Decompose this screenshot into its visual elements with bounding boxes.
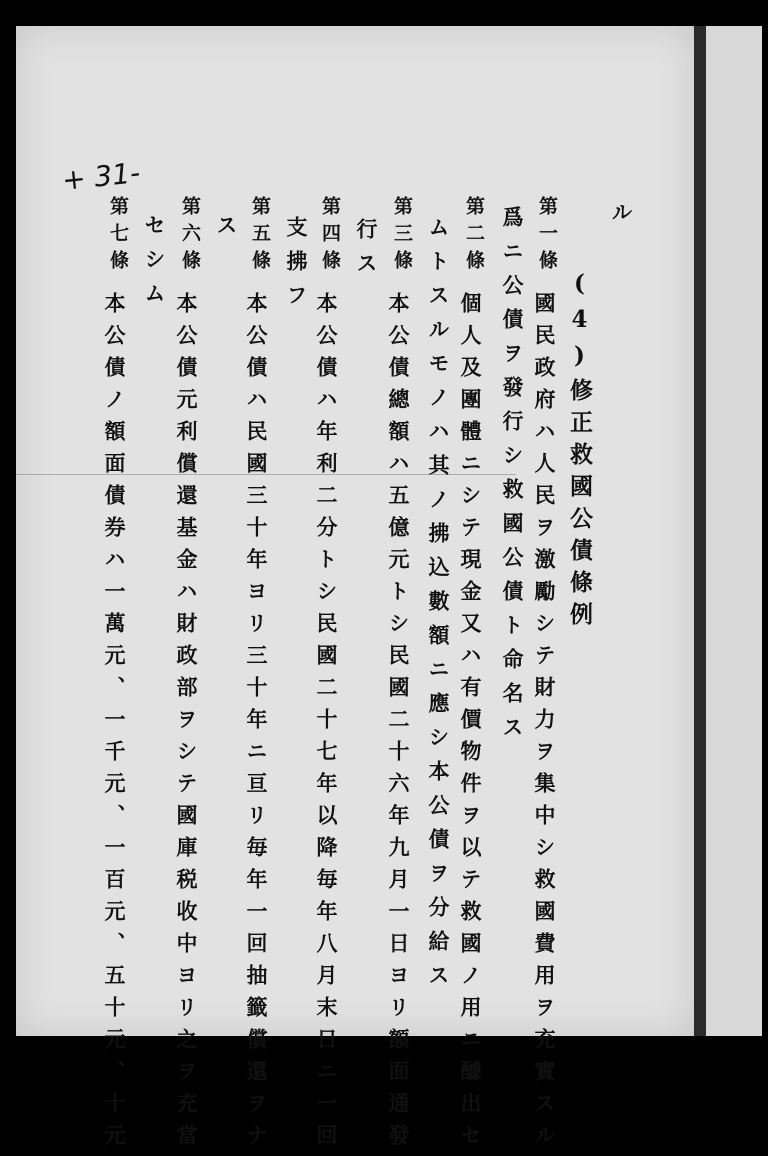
article-number: 第五條: [249, 196, 271, 277]
page-mark: ル: [612, 200, 632, 224]
article-number: 第六條: [179, 196, 201, 277]
article-text: ムトスルモノハ其ノ拂込數額ニ應シ本公債ヲ分給ス: [426, 216, 451, 998]
article-text: 行ス: [354, 218, 379, 286]
article-number: 第一條: [536, 196, 558, 277]
article-text: 本公債ノ額面債券ハ一萬元、一千元、一百元、五十元、十元: [102, 292, 127, 1156]
article-text: 國民政府ハ人民ヲ激勵シテ財力ヲ集中シ救國費用ヲ充實スル: [532, 292, 557, 1156]
article-text: ス: [214, 214, 239, 248]
article-text: 本公債總額ハ五億元トシ民國二十六年九月一日ヨリ額面通發: [386, 292, 411, 1156]
book-spine: [694, 26, 706, 1036]
article-number: 第四條: [319, 196, 341, 277]
article-number: 第二條: [463, 196, 485, 277]
article-text: 本公債ハ民國三十年ヨリ三十年ニ亘リ毎年一回抽籤償還ヲナ: [244, 292, 269, 1156]
article-text: 本公債ハ年利二分トシ民國二十七年以降毎年八月末日ニ一回: [314, 292, 339, 1156]
document-title: (4)修正救國公債條例: [566, 270, 593, 634]
article-number: 第三條: [391, 196, 413, 277]
article-text: セシム: [142, 214, 167, 316]
article-text: 本公債元利償還基金ハ財政部ヲシテ國庫税收中ヨリ之ヲ充當: [174, 292, 199, 1156]
handwritten-number: + 31-: [60, 156, 142, 197]
facing-page-edge: [706, 26, 762, 1036]
article-text: 爲ニ公債ヲ發行シ救國公債ト命名ス: [500, 206, 525, 750]
article-number: 第七條: [107, 196, 129, 277]
article-text: 個人及團體ニシテ現金又ハ有價物件ヲ以テ救國ノ用ニ醵出セ: [458, 292, 483, 1156]
article-text: 支拂フ: [284, 216, 309, 318]
